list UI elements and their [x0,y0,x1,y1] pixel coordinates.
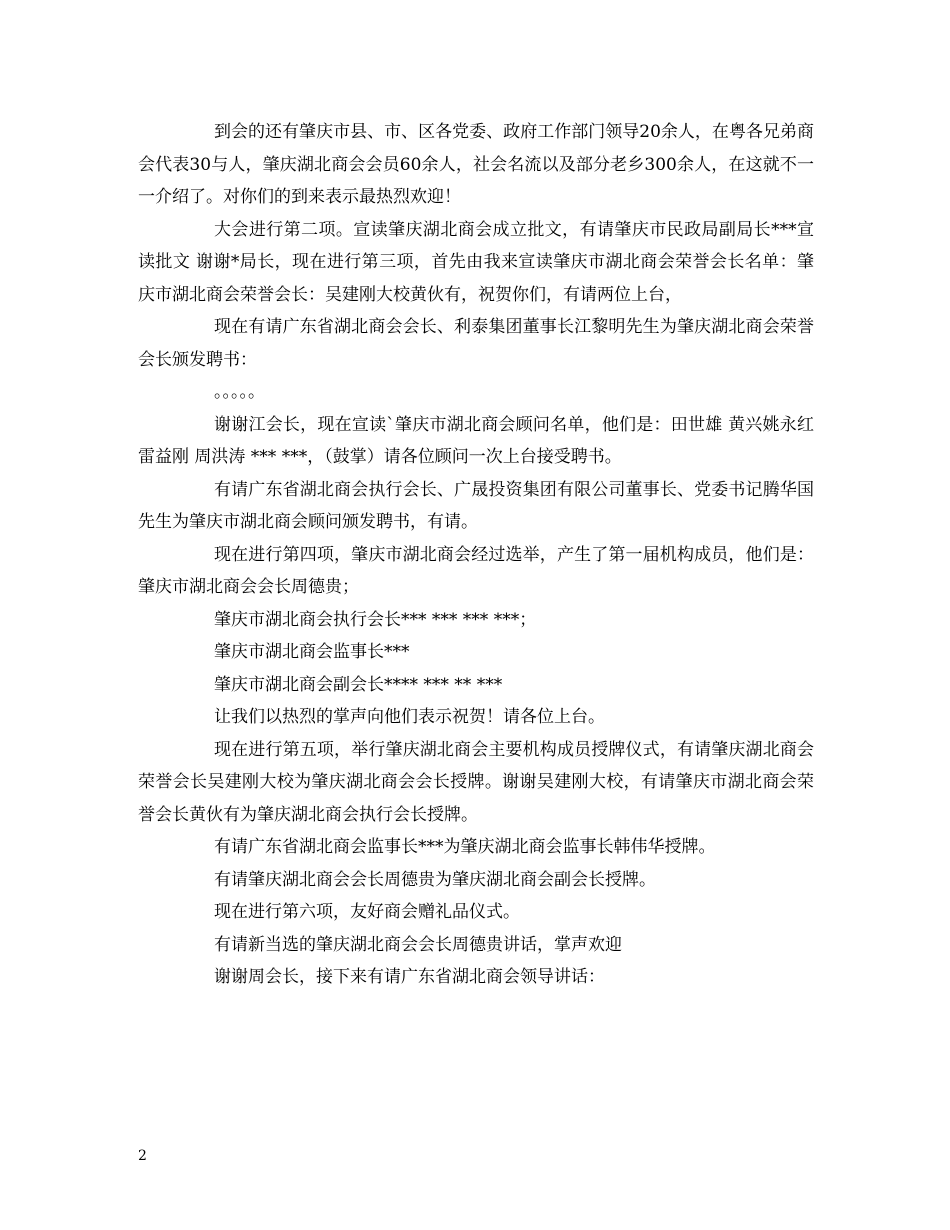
paragraph: 有请广东省湖北商会执行会长、广晟投资集团有限公司董事长、党委书记腾华国先生为肇庆市湖北商会顾问颁发聘书，有请。 [138,479,814,532]
page-number: 2 [138,1148,147,1164]
paragraph: 肇庆市湖北商会监事长*** [214,642,410,662]
paragraph: 肇庆市湖北商会执行会长*** *** *** ***； [214,609,537,630]
paragraph: 到会的还有肇庆市县、市、区各党委、政府工作部门领导20余人，在粤各兄弟商会代表30与人，肇庆湖北商会会员60余人，社会名流以及部分老乡300余人，在这就不一一介绍了。对你们的到来表示最热烈欢迎！ [138,122,814,207]
paragraph: 让我们以热烈的掌声向他们表示祝贺！请各位上台。 [214,707,605,727]
paragraph: 现在有请广东省湖北商会会长、利泰集团董事长江黎明先生为肇庆湖北商会荣誉会长颁发聘书： [138,317,814,370]
paragraph: 现在进行第六项，友好商会赠礼品仪式。 [214,902,520,922]
paragraph: 有请广东省湖北商会监事长***为肇庆湖北商会监事长韩伟华授牌。 [214,837,716,857]
paragraph: 谢谢江会长，现在宣读`肇庆市湖北商会顾问名单，他们是：田世雄 黄兴姚永红 雷益刚 周洪涛 *** ***，（鼓掌）请各位顾问一次上台接受聘书。 [138,414,814,467]
paragraph: 有请肇庆湖北商会会长周德贵为肇庆湖北商会副会长授牌。 [214,869,656,890]
paragraph: 肇庆市湖北商会副会长**** *** ** *** [214,674,503,695]
paragraph: 现在进行第四项，肇庆市湖北商会经过选举，产生了第一届机构成员，他们是： 肇庆市湖北商会会长周德贵； [138,544,814,597]
paragraph: 谢谢周会长，接下来有请广东省湖北商会领导讲话： [214,967,605,987]
paragraph: 。。。。。 [214,382,265,402]
paragraph: 有请新当选的肇庆湖北商会会长周德贵讲话，掌声欢迎 [214,934,622,955]
body-text [138,116,814,994]
paragraph: 现在进行第五项，举行肇庆湖北商会主要机构成员授牌仪式，有请肇庆湖北商会荣誉会长吴建刚大校为肇庆湖北商会会长授牌。谢谢吴建刚大校，有请肇庆市湖北商会荣誉会长黄伙有为肇庆湖北商会执行会长授牌。 [138,739,814,825]
paragraph: 大会进行第二项。宣读肇庆湖北商会成立批文，有请肇庆市民政局副局长***宣读批文 谢谢*局长，现在进行第三项，首先由我来宣读肇庆市湖北商会荣誉会长名单：肇庆市湖北商会荣誉会长：吴建刚大校黄伙有，祝贺你们，有请两位上台， [138,219,814,305]
